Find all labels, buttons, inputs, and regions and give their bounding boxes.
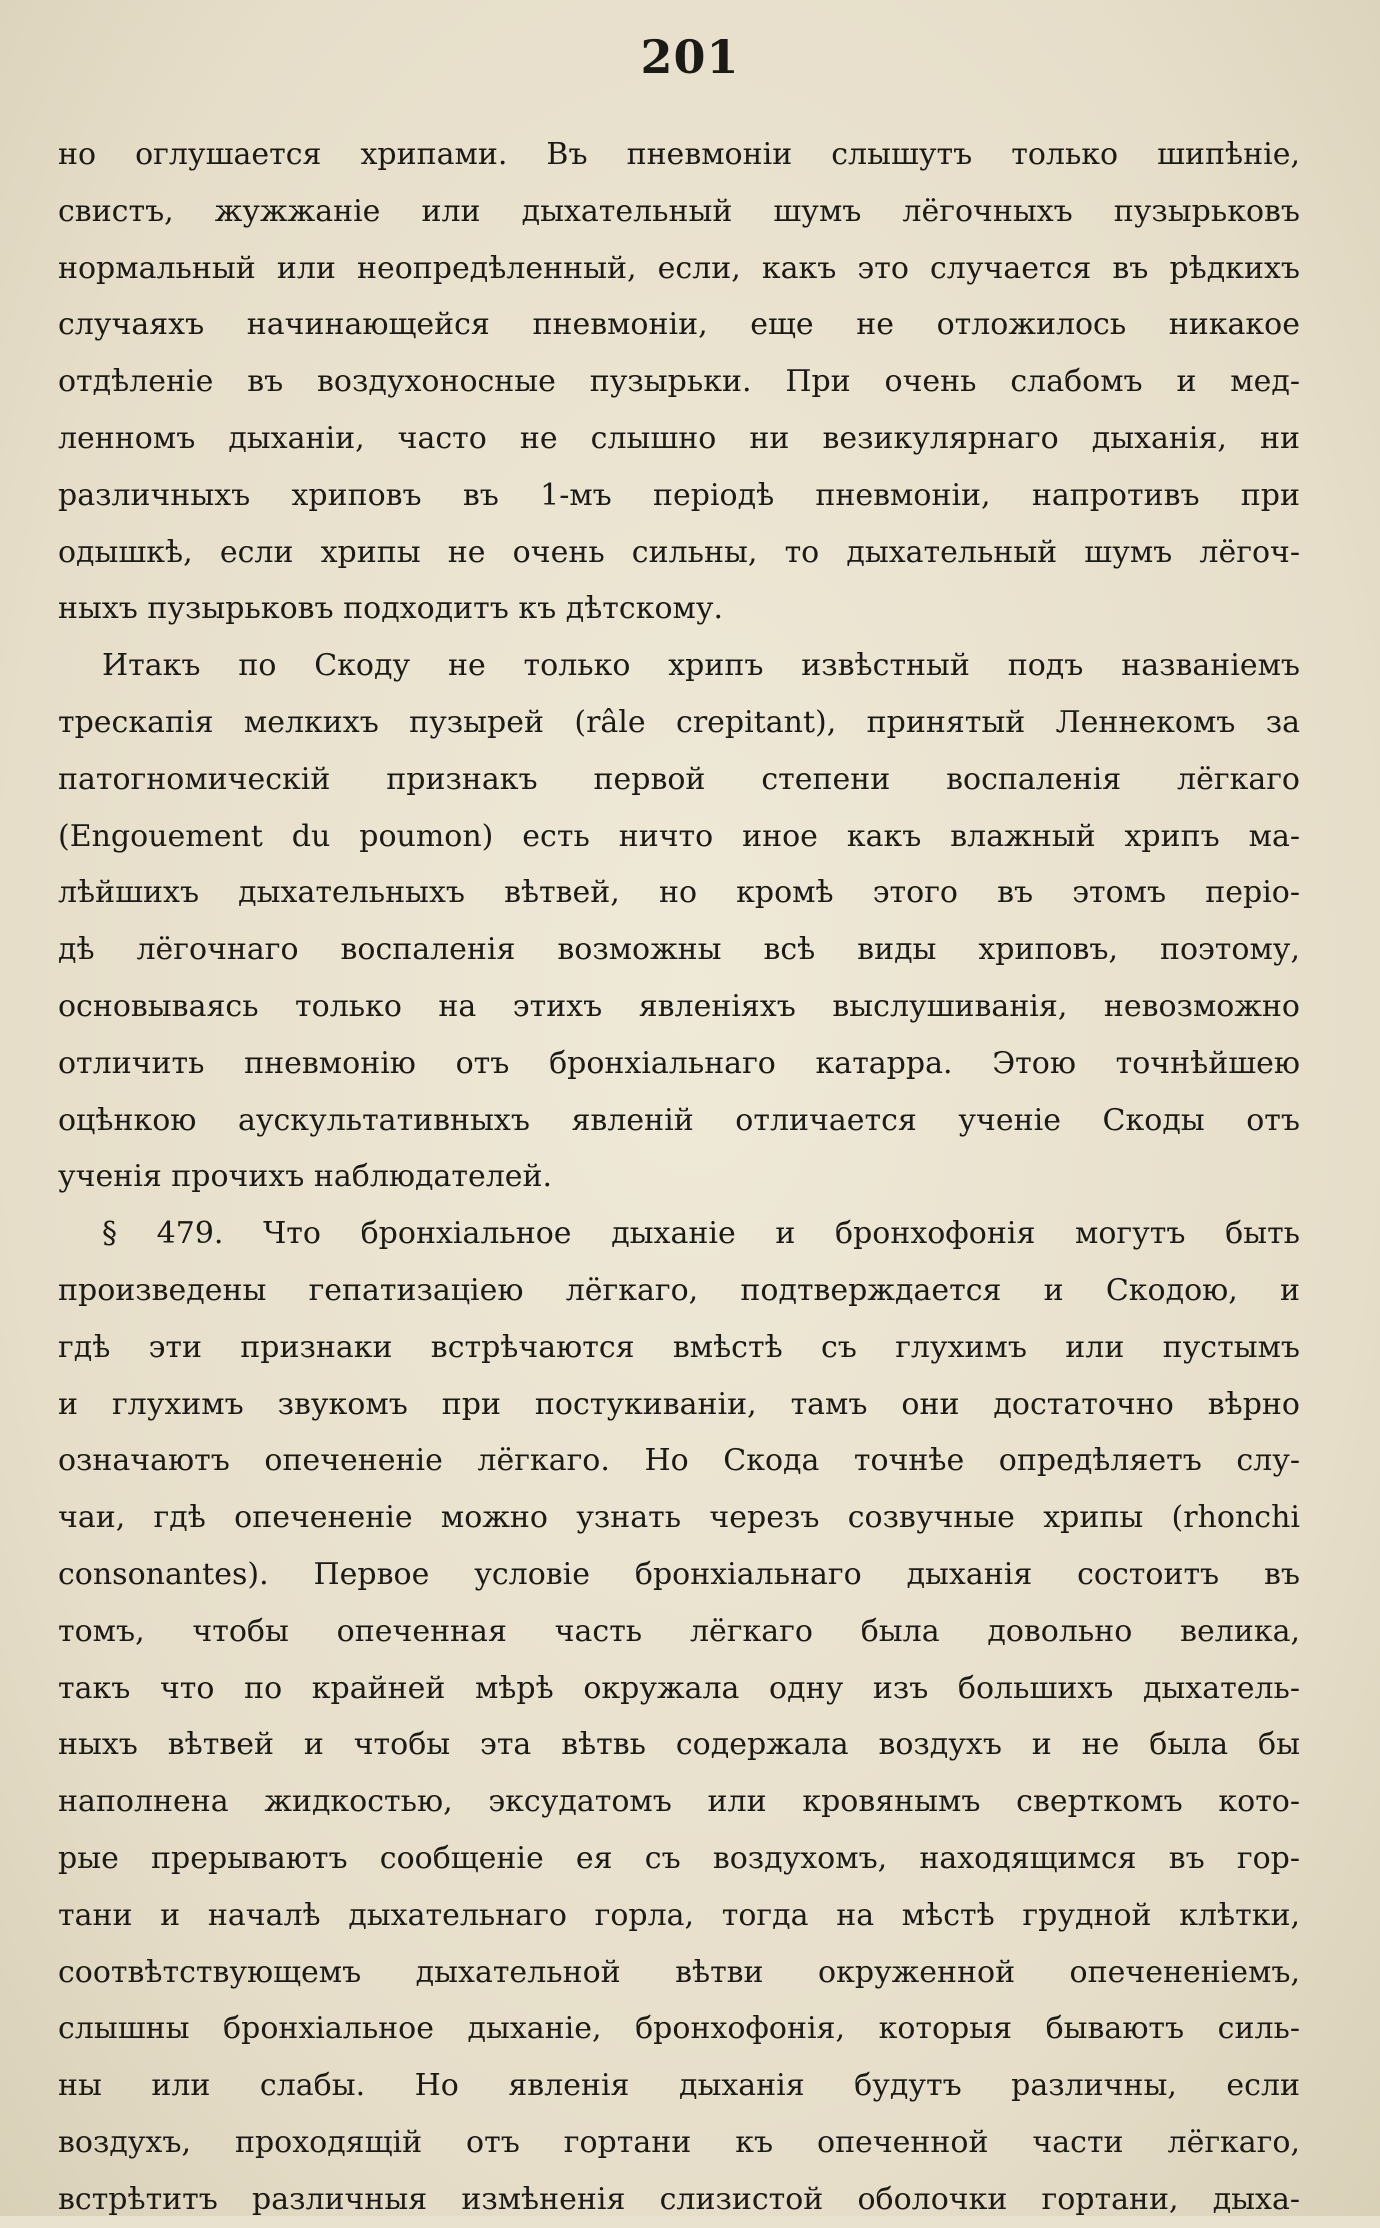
text-line: но оглушается хрипами. Въ пневмоніи слышутъ только шипѣніе,	[58, 137, 1300, 172]
text-line: патогномическій признакъ первой степени воспаленія лёгкаго	[58, 761, 1300, 797]
text-line: ны или слабы. Но явленія дыханія будутъ различны, если	[58, 2068, 1300, 2104]
text-line: ученія прочихъ наблюдателей.	[58, 1159, 553, 1195]
text-line: свистъ, жужжаніе или дыхательный шумъ лёгочныхъ пузырьковъ	[58, 193, 1300, 229]
body-text	[58, 127, 1300, 2228]
text-line: (Engouement du poumon) есть ничто иное какъ влажный хрипъ ма-	[58, 818, 1300, 854]
text-line: основываясь только на этихъ явленіяхъ выслушиванія, невозможно	[58, 988, 1300, 1024]
text-line: встрѣтитъ различныя измѣненія слизистой оболочки гортани, дыха-	[58, 2181, 1300, 2217]
text-line: различныхъ хриповъ въ 1-мъ періодѣ пневмоніи, напротивъ при	[58, 477, 1300, 513]
text-line: наполнена жидкостью, эксудатомъ или кровянымъ сверткомъ кото-	[58, 1784, 1300, 1820]
text-line: Итакъ по Скоду не только хрипъ извѣстный подъ названіемъ	[102, 648, 1300, 684]
text-line: случаяхъ начинающейся пневмоніи, еще не отложилось никакое	[58, 307, 1300, 343]
text-line: означаютъ опечененіе лёгкаго. Но Скода точнѣе опредѣляетъ слу-	[58, 1443, 1300, 1479]
text-line: ленномъ дыханіи, часто не слышно ни везикулярнаго дыханія, ни	[58, 420, 1300, 456]
paragraph-3	[58, 1206, 1300, 2228]
text-line: одышкѣ, если хрипы не очень сильны, то дыхательный шумъ лёгоч-	[58, 534, 1300, 570]
text-line: отличить пневмонію отъ бронхіальнаго катарра. Этою точнѣйшею	[58, 1045, 1300, 1081]
text-line: дѣ лёгочнаго воспаленія возможны всѣ виды хриповъ, поэтому,	[58, 932, 1300, 968]
text-line: ныхъ вѣтвей и чтобы эта вѣтвь содержала воздухъ и не была бы	[58, 1727, 1300, 1763]
text-line: соотвѣтствующемъ дыхательной вѣтви окруженной опечененіемъ,	[58, 1954, 1300, 1990]
text-line: томъ, чтобы опеченная часть лёгкаго была довольно велика,	[58, 1613, 1300, 1649]
text-line: слышны бронхіальное дыханіе, бронхофонія, которыя бываютъ силь-	[58, 2011, 1300, 2047]
text-line: ныхъ пузырьковъ подходитъ къ дѣтскому.	[58, 591, 724, 627]
text-line: такъ что по крайней мѣрѣ окружала одну изъ большихъ дыхатель-	[58, 1670, 1300, 1706]
text-line: лѣйшихъ дыхательныхъ вѣтвей, но кромѣ этого въ этомъ періо-	[58, 875, 1300, 911]
text-line: отдѣленіе въ воздухоносные пузырьки. При очень слабомъ и мед-	[58, 364, 1300, 400]
paragraph-1	[58, 127, 1300, 638]
text-line: воздухъ, проходящій отъ гортани къ опеченной части лёгкаго,	[58, 2124, 1300, 2160]
text-line: трескапія мелкихъ пузырей (râle crepitant), принятый Леннекомъ за	[58, 704, 1300, 740]
section-479-heading-line: § 479. Что бронхіальное дыханіе и бронхофонія могутъ быть	[102, 1216, 1300, 1252]
text-line: гдѣ эти признаки встрѣчаются вмѣстѣ съ глухимъ или пустымъ	[58, 1329, 1300, 1365]
text-line: тани и началѣ дыхательнаго горла, тогда на мѣстѣ грудной клѣтки,	[58, 1897, 1300, 1933]
text-line: consonantes). Первое условіе бронхіальнаго дыханія состоитъ въ	[58, 1556, 1300, 1592]
text-line: чаи, гдѣ опечененіе можно узнать черезъ созвучные хрипы (rhonchi	[58, 1500, 1300, 1536]
text-line: и глухимъ звукомъ при постукиваніи, тамъ они достаточно вѣрно	[58, 1386, 1300, 1422]
text-line: оцѣнкою аускультативныхъ явленій отличается ученіе Скоды отъ	[58, 1102, 1300, 1138]
text-line: произведены гепатизаціею лёгкаго, подтверждается и Скодою, и	[58, 1272, 1300, 1308]
text-line: рые прерываютъ сообщеніе ея съ воздухомъ, находящимся въ гор-	[58, 1840, 1300, 1876]
text-line: нормальный или неопредѣленный, если, какъ это случается въ рѣдкихъ	[58, 250, 1300, 286]
page-number: 201	[640, 30, 740, 84]
paragraph-2	[58, 638, 1300, 1206]
